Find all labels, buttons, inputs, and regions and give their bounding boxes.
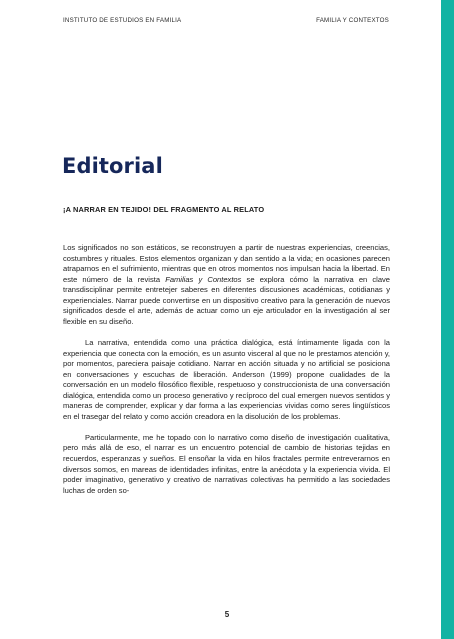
side-accent-bar <box>441 0 454 639</box>
body-text <box>63 243 390 507</box>
section-title: Editorial <box>62 154 163 178</box>
journal-name: Familias y Contextos <box>165 274 242 284</box>
running-header <box>63 17 389 24</box>
header-institute: INSTITUTO DE ESTUDIOS EN FAMILIA <box>63 17 182 24</box>
paragraph-2: La narrativa, entendida como una práctica dialógica, está íntimamente ligada con la experiencia que conecta con la emoción, es un asunto visceral al que no le prestamos atención y, por momentos, pareciera paisaje cotidiano. Narrar en acción situada y no artificial se posiciona en conversaciones y escuchas de liberación. Anderson (1999) propone cualidades de la conversación en un modelo filosófico flexible, respetuoso y construccionista de una conversación dialógica, entendida como un proceso generativo y recíproco del cual emergen nuevos sentidos y maneras de comprender, explicar y dar forma a las experiencias vividas como seres lingüísticos en el trasegar del relato y como acción creadora en la disolución de los problemas. <box>63 337 390 421</box>
paragraph-1-part-a: Los significados no son estáticos, se reconstruyen a partir de nuestras experiencias, creencias, costumbres y rituales. Estos elementos organizan y dan sentido a la vida; en ocasiones parecen atraparnos en el sufrimiento, mientras que en otros momentos nos impulsan hacia la libertad. En este número de la revista <box>63 243 390 284</box>
header-journal: FAMILIA Y CONTEXTOS <box>316 17 389 24</box>
paragraph-1 <box>63 243 390 327</box>
article-subtitle: ¡A NARRAR EN TEJIDO! DEL FRAGMENTO AL RELATO <box>63 205 265 214</box>
page-number: 5 <box>224 610 230 619</box>
paragraph-1-part-b: se explora cómo la narrativa en clave transdisciplinar permite entretejer saberes en diferentes discusiones académicas, cotidianas y experienciales. Narrar puede convertirse en un dispositivo creativo para la generación de nuevos significados desde el arte, además de actuar como un eje articulador en la investigación al ser flexible en su diseño. <box>63 274 390 326</box>
paragraph-3: Particularmente, me he topado con lo narrativo como diseño de investigación cualitativa, pero más allá de eso, el narrar es un encuentro potencial de cambio de historias tejidas en recuerdos, esperanzas y sueños. El ensoñar la vida en hilos fractales permite entreverarnos en diversos somos, en mareas de identidades infinitas, entre la anécdota y la experiencia vivida. El poder imaginativo, generativo y creativo de narrativas colectivas ha permitido a las sociedades luchas de orden so- <box>63 432 390 495</box>
